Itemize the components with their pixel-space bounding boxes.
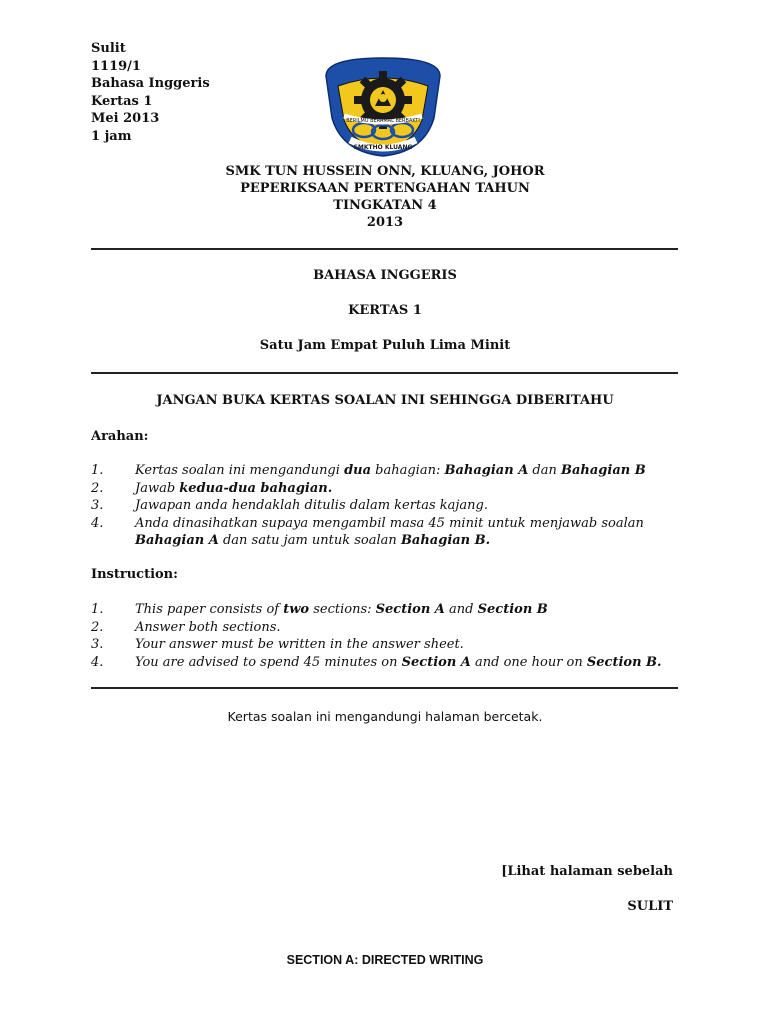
subject-name: BAHASA INGGERIS (313, 268, 457, 283)
item-text-part: and one hour on (470, 654, 587, 670)
item-text-bold: Section A (375, 602, 445, 617)
item-text-bold: Bahagian A (444, 463, 529, 478)
instruction-list (91, 601, 681, 671)
school-crest-logo (316, 56, 450, 158)
item-text-part: dan satu jam untuk soalan (218, 533, 401, 548)
item-text (135, 480, 681, 498)
item-text-part: Jawapan anda hendaklah ditulis dalam kertas kajang. (135, 498, 488, 513)
item-text (135, 619, 681, 637)
item-text (135, 515, 681, 550)
arahan-heading: Arahan: (91, 429, 149, 444)
item-text-bold: Bahagian A (135, 533, 219, 548)
item-text (135, 462, 681, 480)
exam-year: 2013 (366, 215, 404, 230)
item-text-part: Anda dinasihatkan supaya mengambil masa 45 minit untuk menjawab soalan (135, 515, 644, 531)
item-text-bold: Section B (477, 602, 548, 617)
item-number: 2. (91, 480, 104, 496)
item-text-bold: Section A (401, 654, 471, 670)
divider-2 (91, 372, 678, 374)
arahan-item (91, 515, 681, 550)
paper-code: 1119/1 (91, 58, 141, 74)
paper-info (91, 40, 210, 145)
do-not-open-warning: JANGAN BUKA KERTAS SOALAN INI SEHINGGA DIBERITAHU (156, 393, 614, 408)
item-text-bold: Section B. (586, 654, 662, 670)
item-text (135, 497, 681, 515)
paper-number: Kertas 1 (91, 93, 153, 109)
item-text-part: Jawab (135, 480, 180, 496)
item-text-bold: kedua-dua bahagian. (179, 480, 333, 496)
subject-label: Bahasa Inggeris (91, 76, 210, 91)
item-text-part: and (444, 602, 478, 617)
see-next-page: [Lihat halaman sebelah (501, 864, 673, 879)
crest-school-name: SMKTHO KLUANG (353, 144, 413, 151)
section-a-title: SECTION A: DIRECTED WRITING (286, 953, 484, 967)
classification-label: Sulit (91, 41, 126, 56)
item-text-part: You are advised to spend 45 minutes on (135, 654, 402, 670)
item-text (135, 636, 681, 654)
school-name: SMK TUN HUSSEIN ONN, KLUANG, JOHOR (225, 164, 545, 179)
item-text-part: bahagian: (371, 463, 445, 478)
item-text-part: This paper consists of (135, 602, 284, 617)
item-number: 4. (91, 654, 104, 670)
item-text-bold: Bahagian B. (400, 533, 491, 548)
instruction-item (91, 619, 681, 637)
form-level: TINGKATAN 4 (333, 198, 437, 213)
item-number: 3. (91, 498, 104, 513)
item-text-part: Your answer must be written in the answer sheet. (135, 637, 464, 652)
item-number: 1. (91, 463, 104, 478)
instruction-item (91, 636, 681, 654)
item-text (135, 601, 681, 619)
divider-3 (91, 687, 678, 689)
item-number: 3. (91, 637, 104, 652)
item-number: 1. (91, 602, 104, 617)
item-text-part: sections: (309, 602, 376, 617)
arahan-item (91, 497, 681, 515)
instruction-heading: Instruction: (91, 567, 178, 582)
exam-name: PEPERIKSAAN PERTENGAHAN TAHUN (240, 181, 530, 196)
item-number: 4. (91, 515, 104, 531)
item-text-bold: Bahagian B (561, 463, 646, 478)
item-number: 2. (91, 619, 104, 635)
arahan-list (91, 462, 681, 550)
title-block (91, 163, 679, 231)
item-text (135, 654, 681, 672)
instruction-item (91, 654, 681, 672)
paper-duration: Satu Jam Empat Puluh Lima Minit (259, 338, 511, 353)
paper-title: KERTAS 1 (348, 303, 422, 318)
item-text-part: Answer both sections. (135, 619, 281, 635)
divider-1 (91, 248, 678, 250)
item-text-bold: two (283, 602, 310, 617)
arahan-item (91, 462, 681, 480)
item-text-part: Kertas soalan ini mengandungi (135, 463, 345, 478)
item-text-bold: dua (344, 463, 372, 478)
printed-pages-note: Kertas soalan ini mengandungi halaman bercetak. (227, 709, 543, 724)
exam-duration: 1 jam (91, 128, 132, 144)
exam-date: Mei 2013 (91, 111, 160, 126)
footer-classification: SULIT (627, 899, 673, 914)
item-text-part: dan (528, 463, 562, 478)
crest-motto: BERILMU BERAMAL BERBAKTI (346, 118, 420, 124)
instruction-item (91, 601, 681, 619)
arahan-item (91, 480, 681, 498)
